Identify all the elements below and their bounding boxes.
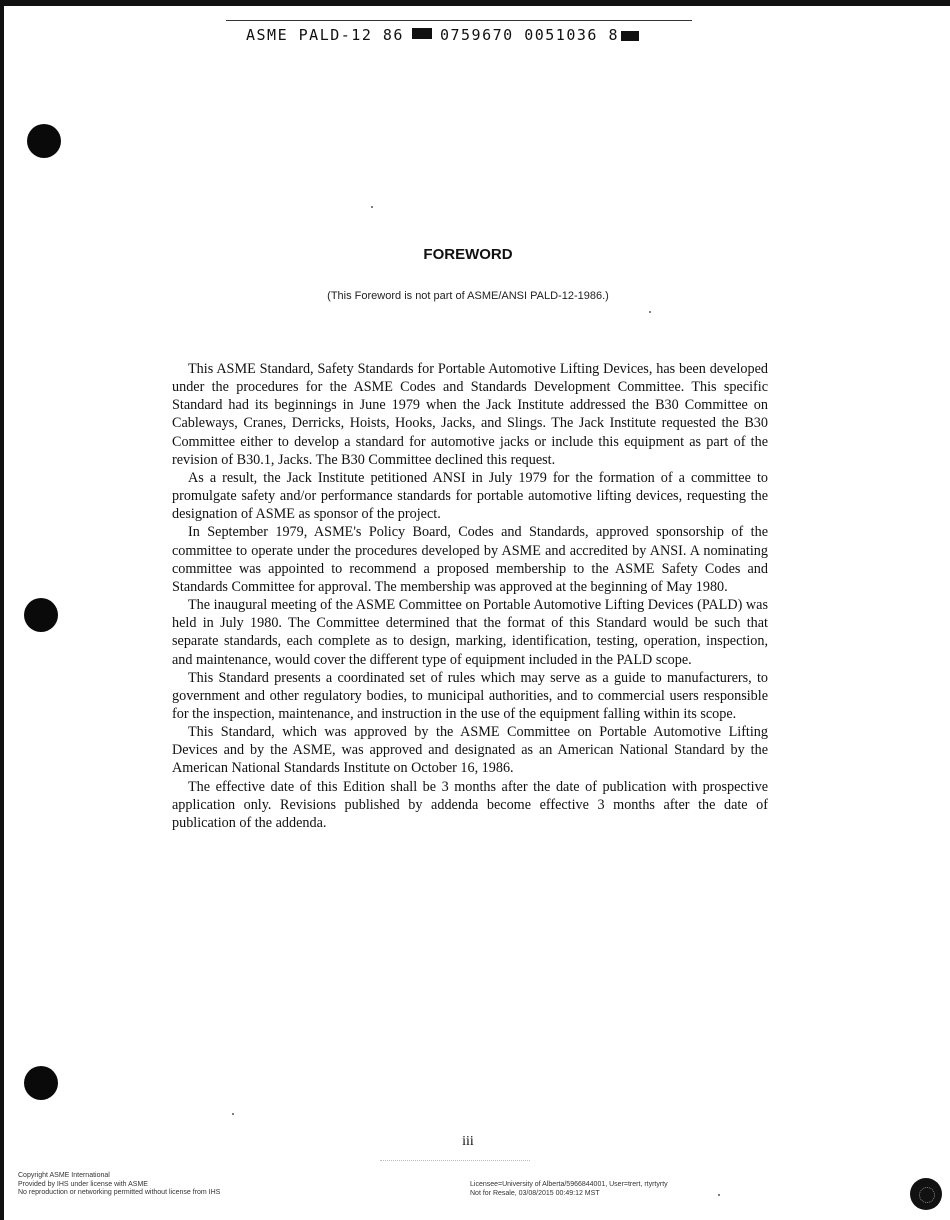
scan-speck bbox=[232, 1113, 234, 1115]
foreword-body bbox=[172, 360, 768, 832]
redaction-block-small bbox=[621, 31, 639, 41]
header-rule bbox=[226, 20, 692, 21]
page-number: iii bbox=[462, 1134, 474, 1149]
footer-line: Copyright ASME International bbox=[18, 1172, 110, 1179]
document-code-header bbox=[246, 26, 639, 44]
foreword-paragraph: In September 1979, ASME's Policy Board, Codes and Standards, approved sponsorship of the committee to operate under the procedures developed by ASME and accredited by ANSI. A nominating committee was appointed to recommend a proposed membership to the ASME Safety Codes and Standards Committee for approval. The membership was approved at the beginning of May 1980. bbox=[172, 524, 768, 595]
doc-code-mid: 0759670 0051036 8 bbox=[439, 26, 619, 44]
page-subtitle: (This Foreword is not part of ASME/ANSI PALD-12-1986.) bbox=[327, 290, 609, 302]
punch-hole-bottom bbox=[24, 1066, 58, 1100]
page-top-border bbox=[0, 0, 950, 6]
footer-line: No reproduction or networking permitted without license from IHS bbox=[18, 1189, 221, 1196]
foreword-paragraph: The inaugural meeting of the ASME Committee on Portable Automotive Lifting Devices (PALD) was held in July 1980. The Committee determined that the format of this Standard would be such that separate standards, each complete as to design, marking, identification, testing, operation, inspection, and maintenance, would cover the different type of equipment included in the PALD scope. bbox=[172, 597, 768, 668]
page-title: FOREWORD bbox=[423, 246, 513, 263]
scan-dotted-line bbox=[380, 1160, 530, 1161]
foreword-paragraph: This Standard, which was approved by the ASME Committee on Portable Automotive Lifting Devices and by the ASME, was approved and designated as an American National Standard by the American National Standards Institute on October 16, 1986. bbox=[172, 724, 768, 777]
punch-hole-middle bbox=[24, 598, 58, 632]
scan-speck bbox=[649, 311, 651, 313]
scan-speck bbox=[371, 206, 373, 208]
foreword-paragraph: This ASME Standard, Safety Standards for Portable Automotive Lifting Devices, has been developed under the procedures for the ASME Codes and Standards Development Committee. This specific Standard had its beginnings in June 1979 when the Jack Institute addressed the B30 Committee on Cableways, Cranes, Derricks, Hoists, Hooks, Jacks, and Slings. The Jack Institute requested the B30 Committee either to develop a standard for automotive jacks or include this equipment as part of the revision of B30.1, Jacks. The B30 Committee declined this request. bbox=[172, 361, 768, 468]
footer-line: Provided by IHS under license with ASME bbox=[18, 1180, 148, 1188]
foreword-paragraph: This Standard presents a coordinated set of rules which may serve as a guide to manufacturers, to government and other regulatory bodies, to municipal authorities, and to commercial users responsible for the inspection, maintenance, and instruction in the use of the equipment falling within its scope. bbox=[172, 669, 768, 722]
foreword-paragraph: As a result, the Jack Institute petitioned ANSI in July 1979 for the formation of a committee to promulgate safety and/or performance standards for portable automotive lifting devices, requesting the designation of ASME as sponsor of the project. bbox=[172, 469, 768, 523]
scan-speck bbox=[718, 1194, 720, 1196]
foreword-paragraph: The effective date of this Edition shall be 3 months after the date of publication with prospective application only. Revisions published by addenda become effective 3 months after the date of publication of the addenda. bbox=[172, 778, 768, 831]
page-left-edge bbox=[0, 0, 4, 1220]
punch-hole-top bbox=[27, 124, 61, 158]
redaction-block bbox=[412, 28, 432, 39]
footer-line: Licensee=University of Alberta/5966844001, User=trert, rtyrtyrty bbox=[470, 1181, 668, 1188]
corner-seal-icon bbox=[910, 1178, 942, 1210]
footer-license bbox=[470, 1181, 668, 1198]
footer-copyright bbox=[18, 1172, 220, 1198]
doc-code-left: ASME PALD-12 86 bbox=[246, 26, 404, 44]
footer-line: Not for Resale, 03/08/2015 00:49:12 MST bbox=[470, 1189, 600, 1197]
